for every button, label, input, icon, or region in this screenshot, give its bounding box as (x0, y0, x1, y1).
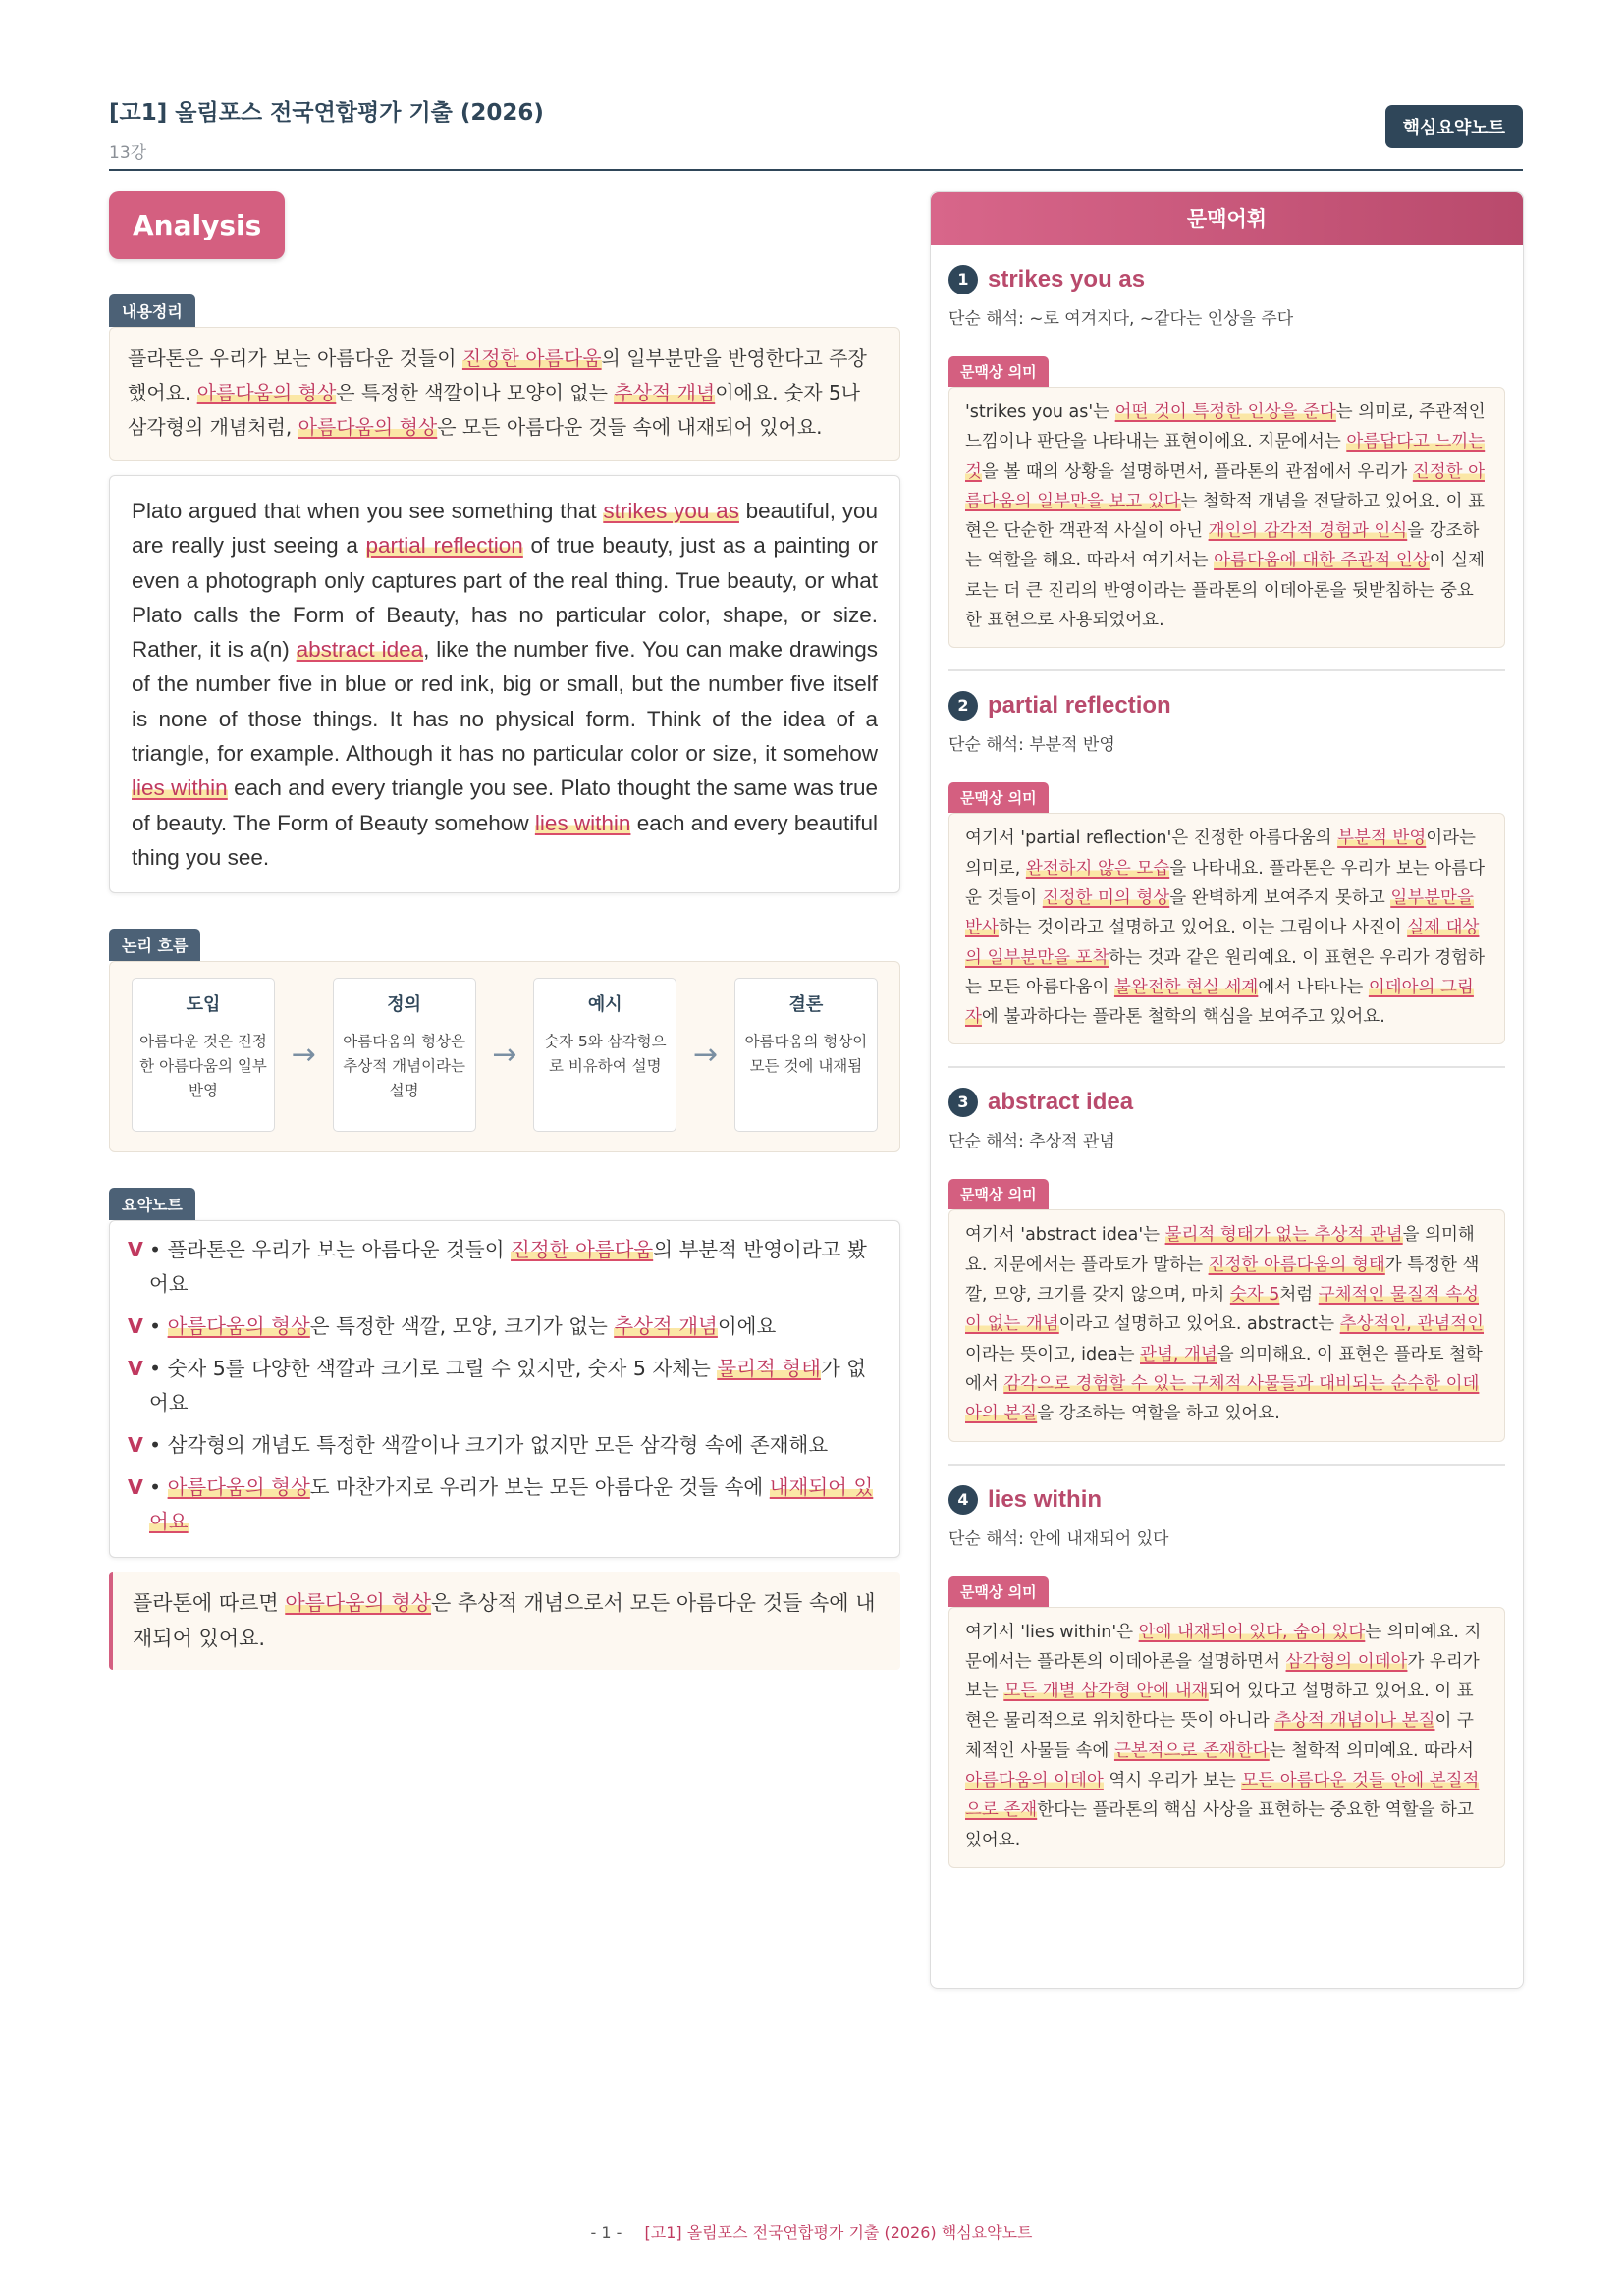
key-phrase: 아름다움의 형상 (285, 1591, 432, 1616)
context-text: 을 완벽하게 보여주지 못하고 (1169, 887, 1391, 908)
context-meaning-box (948, 1209, 1505, 1441)
key-phrase: 추상적 개념 (614, 1314, 718, 1339)
flow-step-title: 도입 (186, 994, 221, 1016)
flow-step-body: 아름다운 것은 진정한 아름다움의 일부 반영 (139, 1033, 267, 1100)
vocab-highlight: lies within (534, 810, 631, 835)
key-phrase: 진정한 아름다움의 형태 (1208, 1255, 1385, 1275)
note-text: • 삼각형의 개념도 특정한 색깔이나 크기가 없지만 모든 삼각형 속에 존재해요 (149, 1433, 829, 1458)
flow-step-body: 숫자 5와 삼각형으로 비유하여 설명 (544, 1033, 667, 1076)
simple-meaning-label: 단순 해석: (948, 735, 1024, 756)
context-text: 되어 있다고 설명하고 있어요. 이 표현은 물리적으로 위치한다는 뜻이 아니라 (965, 1682, 1474, 1732)
context-text: 을 강조하는 역할을 해요. 따라서 여기서는 (965, 521, 1480, 571)
context-meaning-tag: 문맥상 의미 (948, 782, 1049, 813)
key-phrase: 감각으로 경험할 수 있는 구체적 사물들과 대비되는 순수한 이데아의 본질 (965, 1373, 1480, 1424)
key-phrase: 진정한 아름다움의 일부만을 보고 있다 (965, 461, 1485, 511)
key-phrase: 구체적인 물질적 속성이 없는 개념 (965, 1285, 1480, 1335)
context-text: 이라는 의미로, (965, 828, 1476, 879)
context-text: 이 실제로는 더 큰 진리의 반영이라는 플라톤의 이데아론을 뒷받침하는 중요한 표현으로 사용되었어요. (965, 551, 1485, 631)
page-header (109, 94, 1523, 171)
conclusion-callout (109, 1572, 900, 1670)
key-phrase: 모든 개별 삼각형 안에 내재 (1003, 1682, 1209, 1702)
arrow-right-icon: → (693, 1038, 719, 1073)
divider (948, 1464, 1505, 1466)
flow-step-body: 아름다움의 형상은 추상적 개념이라는 설명 (343, 1033, 465, 1100)
context-text: 을 의미해요. 지문에서는 플라토가 말하는 (965, 1225, 1475, 1275)
analysis-column (109, 191, 900, 1670)
vocab-word: strikes you as (988, 266, 1146, 293)
flow-step-body: 아름다움의 형상이 모든 것에 내재됨 (744, 1033, 868, 1076)
key-phrase: 아름답다고 느끼는 것 (965, 432, 1486, 482)
key-phrase: 아름다움의 형상 (196, 381, 337, 404)
vocab-number-badge: 4 (948, 1485, 978, 1515)
content-summary-box (109, 327, 900, 461)
vocab-highlight: abstract idea (296, 637, 424, 663)
key-phrase: 추상적 개념이나 본질 (1274, 1711, 1435, 1732)
key-phrase: 아름다움에 대한 주관적 인상 (1214, 551, 1430, 571)
lesson-label: 13강 (109, 143, 147, 163)
key-phrase: 일부분만을 반사 (965, 887, 1474, 938)
context-meaning-box (948, 1607, 1505, 1868)
passage-text: each and every beautiful thing you see. (132, 810, 878, 870)
vocab-word: partial reflection (988, 692, 1171, 720)
key-phrase: 아름다움의 형상 (298, 415, 438, 439)
check-mark-icon: V (128, 1475, 143, 1500)
vocab-entry (948, 1485, 1505, 1868)
english-passage (109, 475, 900, 893)
list-item (128, 1470, 882, 1539)
vocab-number-badge: 3 (948, 1088, 978, 1117)
key-phrase: 아름다움의 이데아 (965, 1771, 1104, 1791)
context-text: 에 불과하다는 플라톤 철학의 핵심을 보여주고 있어요. (981, 1007, 1385, 1028)
check-mark-icon: V (128, 1357, 143, 1381)
check-mark-icon: V (128, 1238, 143, 1262)
simple-meaning-value: 안에 내재되어 있다 (1029, 1528, 1169, 1549)
simple-meaning-label: 단순 해석: (948, 309, 1024, 329)
context-text: 여기서 'partial reflection'은 진정한 아름다움의 (965, 828, 1338, 849)
note-text: • (149, 1475, 168, 1500)
passage-text: Plato argued that when you see something that (132, 499, 604, 523)
key-phrase: 이데아의 그림자 (965, 977, 1474, 1028)
context-meaning-box (948, 387, 1505, 648)
list-item (128, 1428, 882, 1463)
page-footer (0, 2220, 1623, 2243)
passage-text: of true beauty, just as a painting or even a photograph only captures part of the real thing. True beauty, or what Plato calls the Form of Beauty, has no particular color, shape, or size. Rather, it is a(n) (132, 533, 878, 663)
context-meaning-tag: 문맥상 의미 (948, 1179, 1049, 1209)
key-phrase: 아름다움의 형상 (167, 1314, 310, 1339)
summary-note-list (109, 1220, 900, 1558)
key-phrase: 개인의 감각적 경험과 인식 (1208, 521, 1408, 542)
key-phrase: 모든 아름다운 것들 안에 본질적으로 존재 (965, 1771, 1480, 1821)
vocab-word: abstract idea (988, 1089, 1134, 1116)
list-item (128, 1309, 882, 1344)
simple-meaning (948, 730, 1505, 755)
logic-flow-tag: 논리 흐름 (109, 929, 200, 961)
divider (948, 669, 1505, 671)
simple-meaning-label: 단순 해석: (948, 1132, 1024, 1152)
context-text: 는 철학적 의미예요. 따라서 (1269, 1740, 1474, 1761)
vocab-title (948, 691, 1505, 721)
list-item (128, 1233, 882, 1302)
context-text: 여기서 'lies within'은 (965, 1622, 1139, 1642)
key-phrase: 진정한 아름다움 (511, 1238, 654, 1262)
flow-step-example (533, 978, 676, 1132)
context-text: 을 나타내요. 플라톤은 우리가 보는 아름다운 것들이 (965, 858, 1485, 908)
divider (948, 1066, 1505, 1068)
vocab-highlight: partial reflection (365, 533, 523, 559)
document-title: [고1] 올림포스 전국연합평가 기출 (2026) (109, 100, 544, 126)
arrow-right-icon: → (492, 1038, 517, 1073)
flow-step-title: 결론 (788, 994, 824, 1016)
conclusion-text: 플라톤에 따르면 (133, 1591, 286, 1616)
list-item (128, 1352, 882, 1420)
note-text: 이에요 (717, 1314, 777, 1339)
context-text: 하는 것이라고 설명하고 있어요. 이는 그림이나 사진이 (998, 918, 1408, 938)
vocab-word: lies within (988, 1485, 1103, 1513)
note-text: 가 없어요 (149, 1357, 867, 1415)
flow-step-definition (333, 978, 476, 1132)
summary-note-tag: 요약노트 (109, 1188, 195, 1220)
simple-meaning-label: 단순 해석: (948, 1528, 1024, 1549)
key-phrase: 관념, 개념 (1140, 1344, 1217, 1364)
simple-meaning-value: ~로 여겨지다, ~같다는 인상을 주다 (1029, 309, 1294, 329)
vocab-list (931, 265, 1523, 1868)
key-phrase: 삼각형의 이데아 (1285, 1651, 1408, 1672)
summary-text: 은 모든 아름다운 것들 속에 내재되어 있어요. (437, 415, 823, 439)
summary-text: 이에요. 숫자 5나 삼각형의 개념처럼, (128, 381, 860, 439)
key-phrase: 부분적 반영 (1337, 828, 1427, 849)
summary-text: 은 특정한 색깔이나 모양이 없는 (336, 381, 615, 404)
context-meaning-tag: 문맥상 의미 (948, 1576, 1049, 1607)
key-phrase: 근본적으로 존재한다 (1113, 1740, 1270, 1761)
context-text: 역시 우리가 보는 (1103, 1771, 1242, 1791)
passage-text: each and every triangle you see. Plato thought the same was true of beauty. The Form of Beauty somehow (132, 775, 878, 835)
vocab-title (948, 1485, 1505, 1515)
context-text: 는 의미로, 주관적인 느낌이나 판단을 나타내는 표현이에요. 지문에서는 (965, 402, 1486, 453)
key-phrase: 물리적 형태가 없는 추상적 관념 (1164, 1225, 1403, 1246)
flow-step-intro (132, 978, 275, 1132)
context-vocab-panel (930, 191, 1524, 1989)
passage-text: beautiful, you are really just seeing a (132, 499, 878, 559)
key-phrase: 아름다움의 형상 (167, 1475, 310, 1500)
note-text: 도 마찬가지로 우리가 보는 모든 아름다운 것들 속에 (309, 1475, 770, 1500)
context-text: 을 의미해요. 이 표현은 플라토 철학에서 (965, 1344, 1483, 1394)
passage-text: , like the number five. You can make drawings of the number five in blue or red ink, big or small, but the number five itself is none of those things. It has no physical form. Think of the idea of a triangle, for example. Although it has no particular color or size, it somehow (132, 637, 879, 767)
note-text: • (149, 1314, 168, 1339)
key-phrase: 물리적 형태 (717, 1357, 821, 1381)
context-meaning-box (948, 813, 1505, 1044)
key-phrase: 숫자 5 (1229, 1285, 1280, 1306)
context-text: 는 철학적 개념을 전달하고 있어요. 이 표현은 단순한 객관적 사실이 아닌 (965, 491, 1485, 542)
context-text: 는 의미예요. 지문에서는 플라톤의 이데아론을 설명하면서 (965, 1622, 1482, 1672)
check-mark-icon: V (128, 1433, 143, 1458)
simple-meaning (948, 304, 1505, 329)
vocab-title (948, 1088, 1505, 1117)
context-text: 에서 나타나는 (1258, 977, 1369, 997)
arrow-right-icon: → (291, 1038, 316, 1073)
vocab-number-badge: 1 (948, 265, 978, 294)
context-meaning-tag: 문맥상 의미 (948, 356, 1049, 387)
context-text: 여기서 'abstract idea'는 (965, 1225, 1165, 1246)
key-phrase: 진정한 미의 형상 (1042, 887, 1170, 908)
context-text: 처럼 (1279, 1285, 1319, 1306)
flow-step-conclusion (734, 978, 878, 1132)
key-phrase: 완전하지 않은 모습 (1025, 858, 1170, 879)
content-summary-tag: 내용정리 (109, 294, 195, 327)
note-text: 은 특정한 색깔, 모양, 크기가 없는 (309, 1314, 615, 1339)
conclusion-text: 은 추상적 개념으로서 모든 아름다운 것들 속에 내재되어 있어요. (133, 1591, 876, 1651)
simple-meaning-value: 부분적 반영 (1029, 735, 1115, 756)
note-text: • 숫자 5를 다양한 색깔과 크기로 그릴 수 있지만, 숫자 5 자체는 (149, 1357, 718, 1381)
context-text: 'strikes you as'는 (965, 402, 1115, 422)
key-phrase: 안에 내재되어 있다, 숨어 있다 (1138, 1622, 1366, 1642)
vocab-highlight: strikes you as (603, 499, 739, 523)
context-text: 하는 것과 같은 원리예요. 이 표현은 우리가 경험하는 모든 아름다움이 (965, 947, 1485, 997)
summary-text: 의 일부분만을 반영한다고 주장했어요. (128, 347, 867, 404)
key-phrase: 내재되어 있어요 (149, 1475, 874, 1534)
context-text: 이 구체적인 사물들 속에 (965, 1711, 1474, 1761)
context-text: 을 볼 때의 상황을 설명하면서, 플라톤의 관점에서 우리가 (981, 461, 1413, 482)
key-phrase: 불완전한 현실 세계 (1113, 977, 1259, 997)
key-phrase: 진정한 아름다움 (461, 347, 602, 370)
context-text: 이라는 뜻이고, idea는 (965, 1344, 1141, 1364)
vocab-number-badge: 2 (948, 691, 978, 721)
context-vocab-heading: 문맥어휘 (931, 192, 1523, 245)
context-text: 을 강조하는 역할을 하고 있어요. (1037, 1404, 1280, 1424)
simple-meaning-value: 추상적 관념 (1029, 1132, 1115, 1152)
context-text: 이라고 설명하고 있어요. abstract는 (1058, 1314, 1340, 1335)
page-number: - 1 - (590, 2223, 622, 2242)
key-phrase: 어떤 것이 특정한 인상을 준다 (1114, 402, 1336, 422)
context-text: 가 우리가 보는 (965, 1651, 1480, 1702)
logic-flow (109, 961, 900, 1152)
simple-meaning (948, 1127, 1505, 1151)
note-text: 의 부분적 반영이라고 봤어요 (149, 1238, 867, 1297)
flow-step-title: 정의 (387, 994, 422, 1016)
context-text: 한다는 플라톤의 핵심 사상을 표현하는 중요한 역할을 하고 있어요. (965, 1800, 1474, 1850)
vocab-entry (948, 691, 1505, 1068)
flow-step-title: 예시 (587, 994, 622, 1016)
vocab-entry (948, 1088, 1505, 1465)
simple-meaning (948, 1524, 1505, 1549)
vocab-entry (948, 265, 1505, 671)
note-type-badge: 핵심요약노트 (1385, 105, 1523, 148)
note-text: • 플라톤은 우리가 보는 아름다운 것들이 (149, 1238, 512, 1262)
key-phrase: 실제 대상의 일부분만을 포착 (965, 918, 1480, 968)
key-phrase: 추상적인, 관념적인 (1339, 1314, 1485, 1335)
context-text: 가 특정한 색깔, 모양, 크기를 갖지 않으며, 마치 (965, 1255, 1480, 1306)
key-phrase: 추상적 개념 (614, 381, 716, 404)
summary-text: 플라톤은 우리가 보는 아름다운 것들이 (128, 347, 462, 370)
check-mark-icon: V (128, 1314, 143, 1339)
vocab-title (948, 265, 1505, 294)
vocab-highlight: lies within (132, 775, 228, 801)
analysis-heading: Analysis (109, 191, 285, 259)
footer-title: [고1] 올림포스 전국연합평가 기출 (2026) 핵심요약노트 (644, 2223, 1033, 2242)
